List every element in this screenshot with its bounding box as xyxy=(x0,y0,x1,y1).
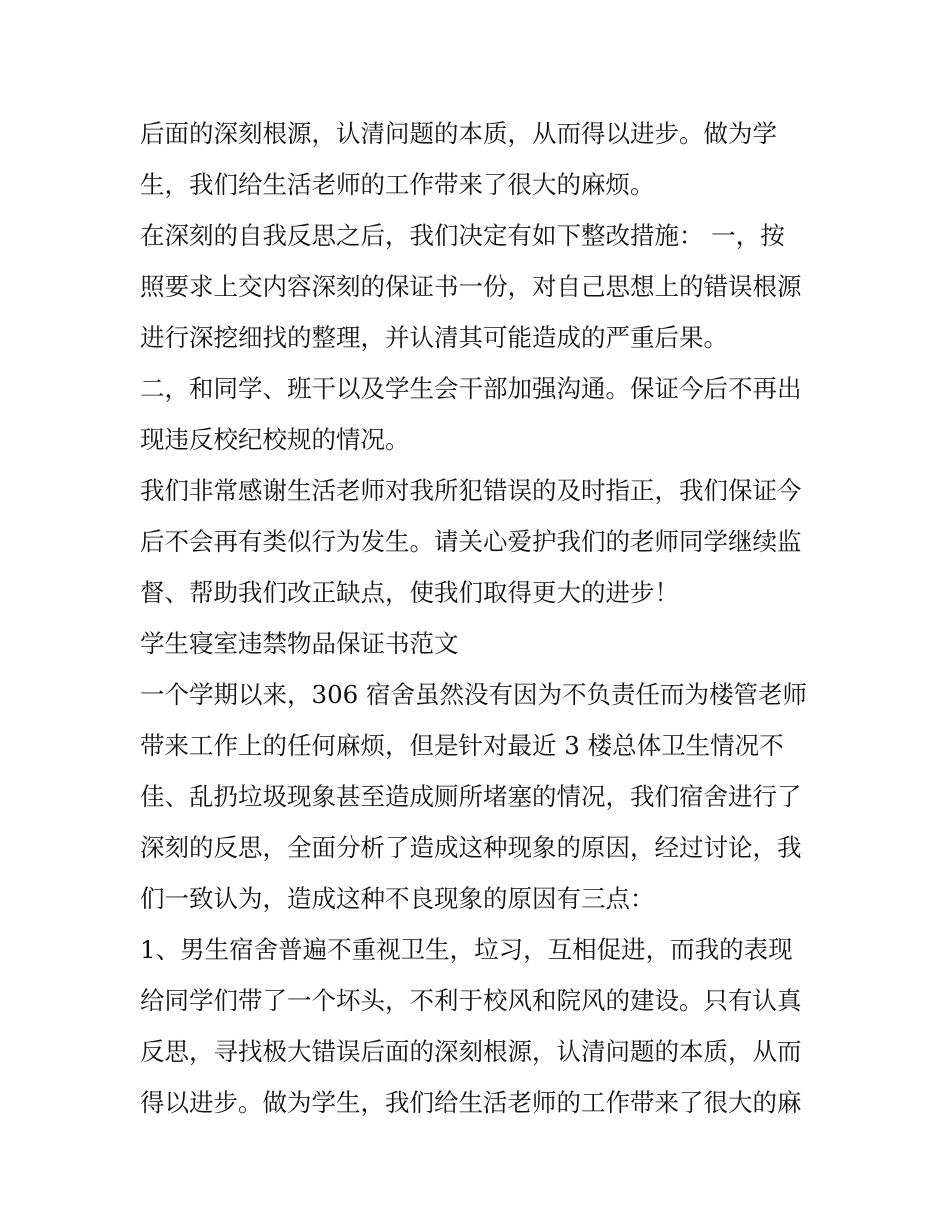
text-line: 我们非常感谢生活老师对我所犯错误的及时指正，我们保证今 xyxy=(140,476,802,505)
text-line: 后不会再有类似行为发生。请关心爱护我们的老师同学继续监 xyxy=(140,527,802,556)
text-line: 佳、乱扔垃圾现象甚至造成厕所堵塞的情况，我们宿舍进行了 xyxy=(140,782,802,811)
text-line: 生，我们给生活老师的工作带来了很大的麻烦。 xyxy=(140,170,655,199)
document-body xyxy=(140,108,830,1128)
text-line: 进行深挖细找的整理，并认清其可能造成的严重后果。 xyxy=(140,323,728,352)
text-line: 给同学们带了一个坏头，不利于校风和院风的建设。只有认真 xyxy=(140,986,802,1015)
text-line: 现违反校纪校规的情况。 xyxy=(140,425,410,454)
text-line: 反思，寻找极大错误后面的深刻根源，认清问题的本质，从而 xyxy=(140,1037,802,1066)
text-line: 一个学期以来，306 宿舍虽然没有因为不负责任而为楼管老师 xyxy=(140,680,808,709)
text-line: 督、帮助我们改正缺点，使我们取得更大的进步！ xyxy=(140,578,679,607)
text-line: 后面的深刻根源，认清问题的本质，从而得以进步。做为学 xyxy=(140,119,777,148)
text-line: 深刻的反思，全面分析了造成这种现象的原因，经过讨论，我 xyxy=(140,833,802,862)
text-line: 1、男生宿舍普遍不重视卫生，垃习，互相促进，而我的表现 xyxy=(140,935,793,964)
text-line: 带来工作上的任何麻烦，但是针对最近 3 楼总体卫生情况不 xyxy=(140,731,784,760)
text-line: 照要求上交内容深刻的保证书一份，对自己思想上的错误根源 xyxy=(140,272,802,301)
text-line: 在深刻的自我反思之后，我们决定有如下整改措施： 一，按 xyxy=(140,221,785,250)
text-line: 们一致认为，造成这种不良现象的原因有三点： xyxy=(140,884,655,913)
text-line: 得以进步。做为学生，我们给生活老师的工作带来了很大的麻 xyxy=(140,1088,802,1117)
text-line: 二，和同学、班干以及学生会干部加强沟通。保证今后不再出 xyxy=(140,374,802,403)
section-heading: 学生寝室违禁物品保证书范文 xyxy=(140,629,459,658)
